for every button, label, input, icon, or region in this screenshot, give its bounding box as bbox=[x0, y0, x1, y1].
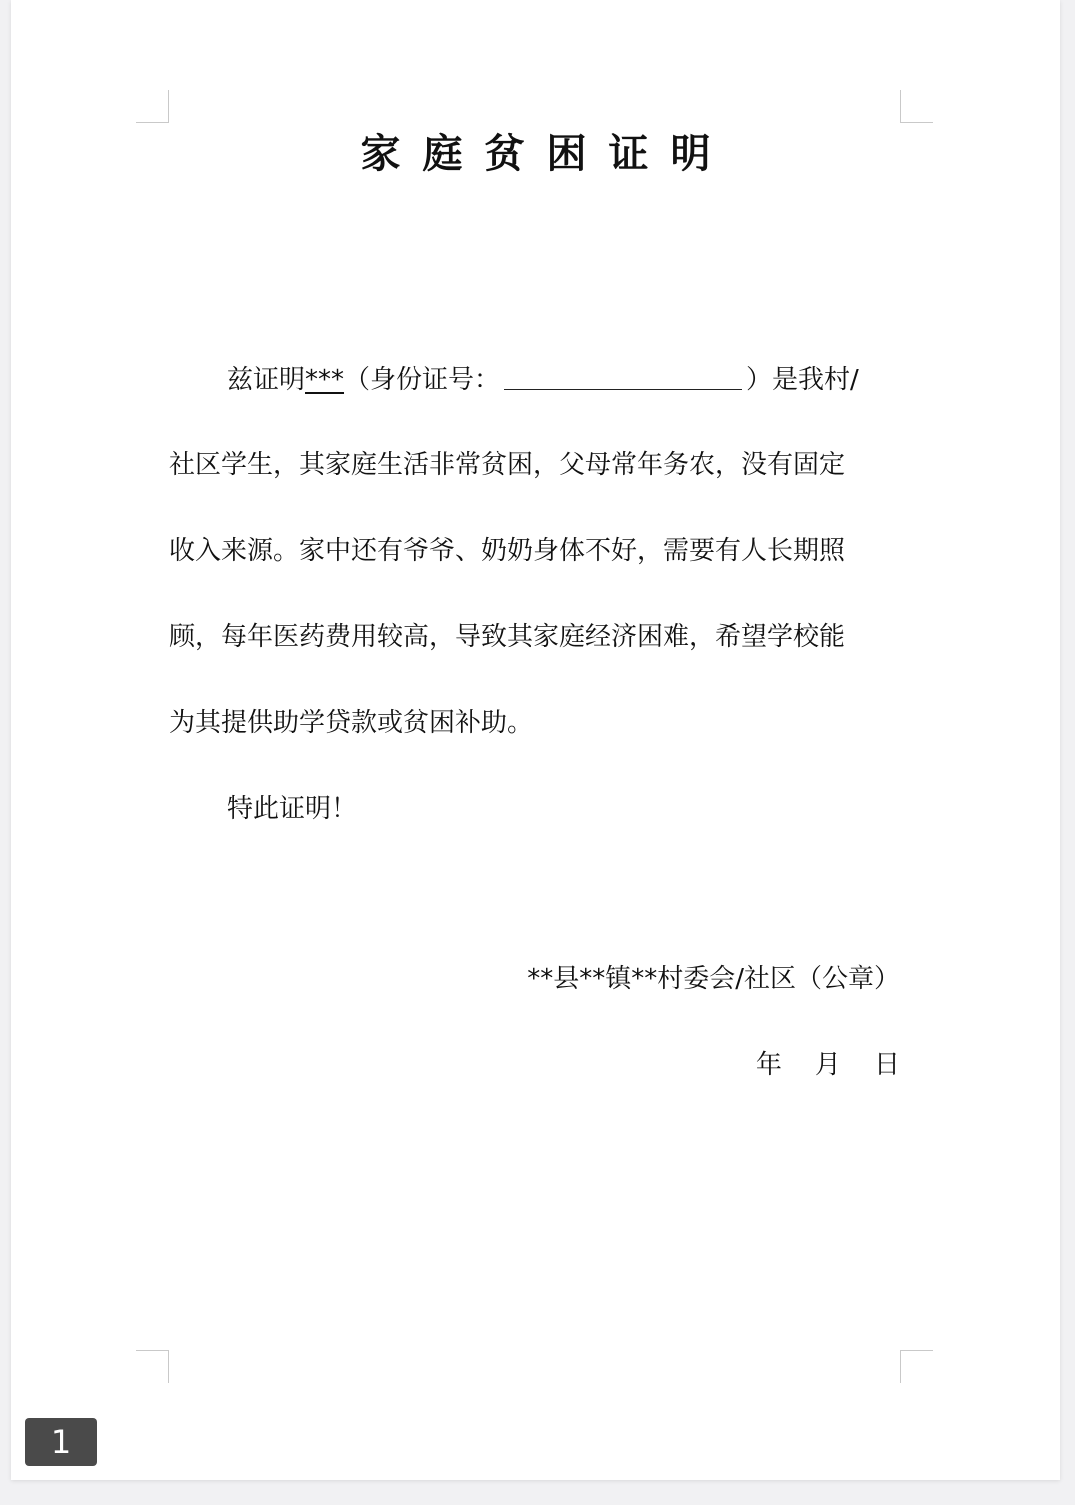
body-line-1-suffix: ）是我村/ bbox=[746, 365, 859, 395]
document-page bbox=[11, 0, 1060, 1480]
body-line-1-mid: （身份证号： bbox=[344, 365, 501, 395]
date-line: 年 月 日 bbox=[755, 1050, 900, 1080]
document-title: 家庭贫困证明 bbox=[360, 131, 733, 177]
crop-mark-top-left bbox=[136, 90, 169, 123]
closing-line: 特此证明！ bbox=[227, 794, 358, 824]
body-line-1-prefix: 兹证明 bbox=[227, 365, 306, 395]
body-line-2: 社区学生，其家庭生活非常贫困，父母常年务农，没有固定 bbox=[169, 450, 846, 480]
crop-mark-bottom-right bbox=[900, 1350, 933, 1383]
body-line-3: 收入来源。家中还有爷爷、奶奶身体不好，需要有人长期照 bbox=[169, 536, 846, 566]
crop-mark-bottom-left bbox=[136, 1350, 169, 1383]
student-name: *** bbox=[305, 365, 345, 395]
body-line-4: 顾，每年医药费用较高，导致其家庭经济困难，希望学校能 bbox=[169, 622, 846, 652]
id-number-blank bbox=[504, 363, 742, 390]
body-line-5: 为其提供助学贷款或贫困补助。 bbox=[169, 708, 534, 738]
body-line-1 bbox=[227, 362, 859, 398]
page-number-badge[interactable]: 1 bbox=[25, 1418, 97, 1466]
crop-mark-top-right bbox=[900, 90, 933, 123]
signature-line: **县**镇**村委会/社区（公章） bbox=[527, 964, 900, 994]
